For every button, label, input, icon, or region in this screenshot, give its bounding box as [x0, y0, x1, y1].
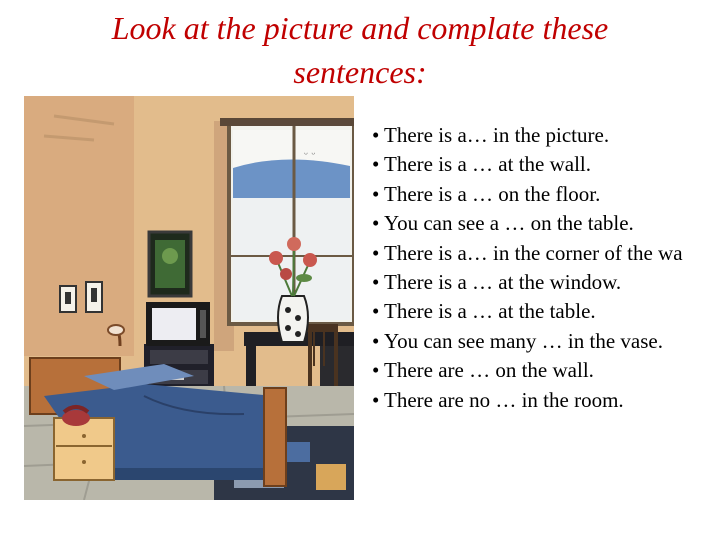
bullet-icon: •	[372, 358, 380, 383]
sentence-text: There is a … on the floor.	[384, 181, 601, 206]
sentence-item	[372, 180, 720, 209]
sentence-text: There are … on the wall.	[384, 358, 594, 383]
bullet-icon: •	[372, 328, 380, 353]
sentence-item	[372, 327, 720, 356]
sentence-item	[372, 121, 720, 150]
sentence-item	[372, 356, 720, 385]
bullet-icon: •	[372, 123, 380, 147]
bullet-icon: •	[372, 152, 380, 177]
wall-picture	[149, 232, 191, 296]
sentence-item	[372, 209, 720, 238]
sentence-list	[372, 121, 720, 415]
sentence-item	[372, 268, 720, 297]
sentence-text: There is a… in the picture.	[384, 123, 610, 147]
sentence-text: There is a… in the corner of the wa	[384, 240, 683, 265]
bullet-icon: •	[372, 270, 380, 295]
room-picture	[24, 96, 354, 500]
sentence-text: There are no … in the room.	[384, 387, 624, 412]
bullet-icon: •	[372, 240, 380, 265]
room-illustration	[24, 96, 354, 500]
slide-title	[0, 6, 720, 94]
svg-text:ᵕ ᵕ: ᵕ ᵕ	[304, 150, 316, 161]
bullet-icon: •	[372, 299, 380, 324]
tv	[146, 302, 210, 346]
sentence-item	[372, 297, 720, 326]
title-line-1: Look at the picture and complate these	[111, 10, 609, 46]
sentence-text: You can see a … on the table.	[384, 211, 634, 236]
sentence-text: There is a … at the window.	[384, 270, 622, 295]
title-line-2: sentences:	[293, 54, 427, 90]
nightstand	[54, 418, 114, 480]
sentence-text: There is a … at the wall.	[384, 152, 592, 177]
sentence-text: There is a … at the table.	[384, 299, 596, 324]
bullet-icon: •	[372, 211, 380, 236]
sentence-item	[372, 239, 720, 268]
left-wall	[24, 96, 134, 356]
bullet-icon: •	[372, 181, 380, 206]
sentence-text: You can see many … in the vase.	[384, 328, 663, 353]
bullet-icon: •	[372, 387, 380, 412]
sentence-item	[372, 386, 720, 415]
sentence-item	[372, 150, 720, 179]
window	[220, 118, 354, 324]
